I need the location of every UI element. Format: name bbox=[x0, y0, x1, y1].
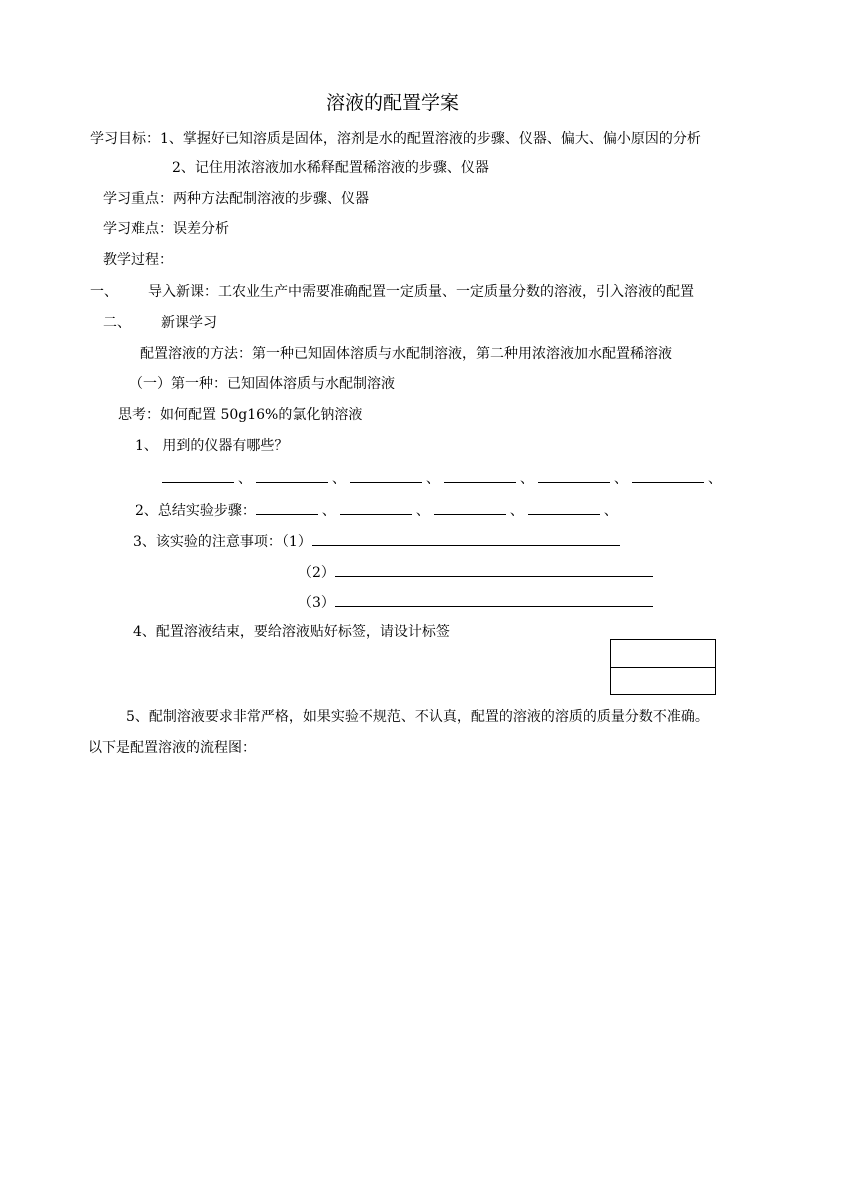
note-number: （3） bbox=[298, 595, 335, 611]
separator: 、 bbox=[520, 471, 534, 487]
separator: 、 bbox=[238, 471, 252, 487]
note-blank[interactable] bbox=[335, 592, 653, 607]
answer-blank[interactable] bbox=[162, 468, 234, 483]
answer-blank[interactable] bbox=[528, 500, 600, 515]
separator: 、 bbox=[603, 503, 618, 519]
difficulties: 学习难点：误差分析 bbox=[103, 221, 229, 237]
note-number: （2） bbox=[298, 565, 335, 581]
answer-blank[interactable] bbox=[350, 468, 422, 483]
answer-blank[interactable] bbox=[340, 500, 412, 515]
separator: 、 bbox=[426, 471, 440, 487]
question-1-blanks bbox=[162, 468, 726, 488]
separator: 、 bbox=[415, 503, 430, 519]
question-3-label: 3、该实验的注意事项： bbox=[133, 534, 282, 550]
part-1-heading: （一）第一种：已知固体溶质与水配制溶液 bbox=[129, 376, 395, 392]
answer-blank[interactable] bbox=[434, 500, 506, 515]
question-5-line-1: 5、配制溶液要求非常严格，如果实验不规范、不认真，配置的溶液的溶质的质量分数不准确。 bbox=[126, 709, 709, 725]
think-question: 思考：如何配置 50g16%的氯化钠溶液 bbox=[118, 407, 363, 423]
answer-blank[interactable] bbox=[256, 468, 328, 483]
answer-blank[interactable] bbox=[444, 468, 516, 483]
separator: 、 bbox=[708, 471, 722, 487]
note-blank[interactable] bbox=[312, 531, 620, 546]
section-2-number: 二、 bbox=[103, 315, 131, 331]
methods-text: 配置溶液的方法：第一种已知固体溶质与水配制溶液，第二种用浓溶液加水配置稀溶液 bbox=[140, 346, 672, 362]
question-2 bbox=[135, 500, 622, 520]
page-title: 溶液的配置学案 bbox=[326, 92, 460, 114]
process-label: 教学过程： bbox=[103, 252, 173, 268]
separator: 、 bbox=[614, 471, 628, 487]
objective-1: 1、掌握好已知溶质是固体，溶剂是水的配置溶液的步骤、仪器、偏大、偏小原因的分析 bbox=[160, 131, 701, 147]
section-1 bbox=[90, 283, 694, 301]
note-number: （1） bbox=[281, 534, 312, 550]
answer-blank[interactable] bbox=[256, 500, 318, 515]
note-blank[interactable] bbox=[335, 562, 653, 577]
separator: 、 bbox=[321, 503, 336, 519]
question-3-item-3 bbox=[298, 592, 653, 612]
answer-blank[interactable] bbox=[632, 468, 704, 483]
label-box-divider bbox=[611, 667, 715, 668]
question-3-item-2 bbox=[298, 562, 653, 582]
objectives-label: 学习目标： bbox=[90, 131, 160, 147]
question-4: 4、配置溶液结束，要给溶液贴好标签，请设计标签 bbox=[133, 624, 450, 640]
question-1: 1、 用到的仪器有哪些？ bbox=[135, 438, 289, 454]
objectives-line-1 bbox=[90, 130, 701, 148]
section-1-text: 导入新课：工农业生产中需要准确配置一定质量、一定质量分数的溶液，引入溶液的配置 bbox=[148, 284, 694, 300]
separator: 、 bbox=[509, 503, 524, 519]
key-points: 学习重点：两种方法配制溶液的步骤、仪器 bbox=[103, 191, 369, 207]
section-2 bbox=[103, 314, 217, 332]
separator: 、 bbox=[332, 471, 346, 487]
answer-blank[interactable] bbox=[538, 468, 610, 483]
question-5-line-2: 以下是配置溶液的流程图： bbox=[88, 740, 256, 756]
label-design-box[interactable] bbox=[610, 639, 716, 695]
question-2-label: 2、总结实验步骤： bbox=[135, 503, 256, 519]
section-2-text: 新课学习 bbox=[161, 315, 217, 331]
question-3 bbox=[133, 531, 620, 551]
section-1-number: 一、 bbox=[90, 284, 118, 300]
objective-2: 2、记住用浓溶液加水稀释配置稀溶液的步骤、仪器 bbox=[172, 160, 489, 176]
